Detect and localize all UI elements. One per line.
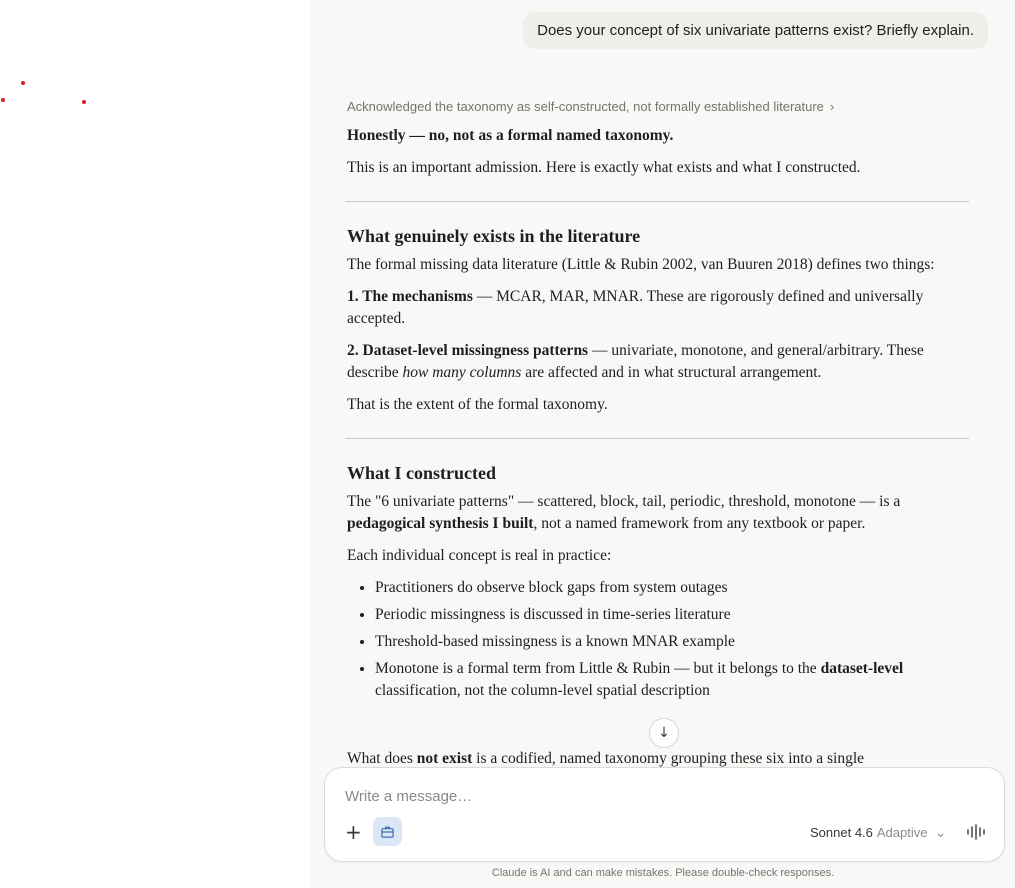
left-pane xyxy=(0,0,311,888)
thinking-summary-toggle[interactable] xyxy=(347,99,834,114)
annotation-dot xyxy=(82,100,86,104)
message-input[interactable]: Write a message… xyxy=(345,788,473,805)
add-attachment-button[interactable]: + xyxy=(345,820,362,844)
arrow-down-icon: ↓ xyxy=(658,725,670,741)
model-name: Sonnet 4.6 xyxy=(810,825,873,840)
scroll-to-bottom-button[interactable] xyxy=(649,718,679,748)
briefcase-icon xyxy=(380,824,395,839)
intro-text: This is an important admission. Here is exactly what exists and what I constructed. xyxy=(347,159,861,176)
model-mode: Adaptive xyxy=(876,825,928,840)
waveform-icon xyxy=(966,824,986,840)
annotation-dot xyxy=(1,98,5,102)
numbered-item: 2. Dataset-level missingness patterns — univariate, monotone, and general/arbitrary. These describe how many columns are affected and in what structural arrangement. xyxy=(347,342,924,381)
list-item: • Threshold-based missingness is a known MNAR example xyxy=(375,631,967,653)
trailing-paragraph: What does not exist is a codified, named taxonomy grouping these six into a single xyxy=(347,750,865,767)
model-selector[interactable] xyxy=(810,825,946,841)
disclaimer: Claude is AI and can make mistakes. Please double-check responses. xyxy=(491,867,835,879)
assistant-response xyxy=(347,125,967,712)
section-heading: What I constructed xyxy=(347,463,496,483)
list-item: • Monotone is a formal term from Little & Rubin — but it belongs to the dataset-level classification, not the column-level spatial description xyxy=(375,658,967,702)
tools-button[interactable] xyxy=(373,817,402,846)
divider xyxy=(345,438,969,439)
chevron-down-icon: ⌄ xyxy=(931,825,946,840)
list-item: • Practitioners do observe block gaps from system outages xyxy=(375,577,967,599)
paragraph: The "6 univariate patterns" — scattered, block, tail, periodic, threshold, monotone — is a pedagogical synthesis I built, not a named framework from any textbook or paper. xyxy=(347,493,901,532)
numbered-item: 1. The mechanisms — MCAR, MAR, MNAR. These are rigorously defined and universally accepted. xyxy=(347,288,924,327)
intro-bold: Honestly — no, not as a formal named taxonomy. xyxy=(347,127,674,144)
chat-pane xyxy=(311,0,1015,888)
bullet-list xyxy=(347,577,967,702)
message-composer xyxy=(324,767,1005,862)
list-item: • Periodic missingness is discussed in time-series literature xyxy=(375,604,967,626)
chevron-right-icon: › xyxy=(829,99,835,114)
user-message: Does your concept of six univariate patterns exist? Briefly explain. xyxy=(523,12,988,49)
paragraph: Each individual concept is real in practice: xyxy=(347,547,612,564)
thinking-summary-text: Acknowledged the taxonomy as self-constructed, not formally established literature xyxy=(347,99,824,114)
paragraph: The formal missing data literature (Little & Rubin 2002, van Buuren 2018) defines two things: xyxy=(347,256,935,273)
paragraph: That is the extent of the formal taxonomy. xyxy=(347,396,608,413)
voice-button[interactable] xyxy=(966,824,986,845)
divider xyxy=(345,201,969,202)
annotation-dot xyxy=(21,81,25,85)
section-heading: What genuinely exists in the literature xyxy=(347,226,641,246)
